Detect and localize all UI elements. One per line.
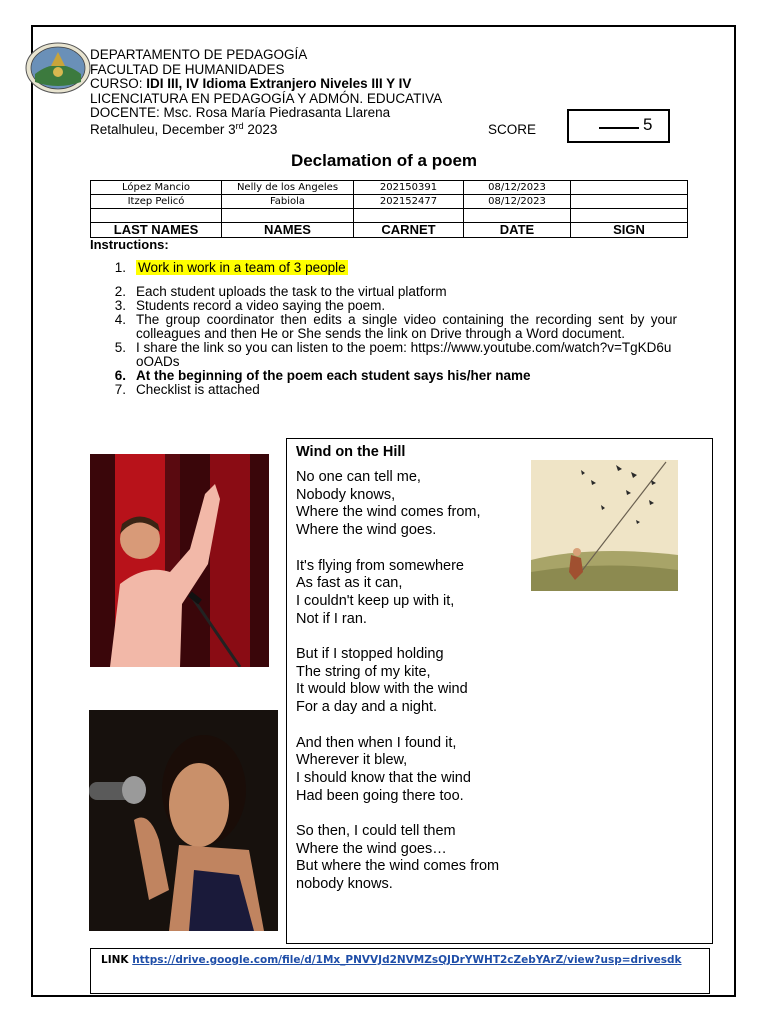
university-seal-logo — [25, 42, 91, 94]
date-text: Retalhuleu, December 3 — [90, 122, 236, 137]
teacher-line: DOCENTE: Msc. Rosa María Piedrasanta Llarena — [90, 105, 391, 120]
instruction-item — [110, 299, 677, 313]
students-table — [90, 180, 688, 238]
sign-cell — [571, 209, 688, 223]
score-value: 5 — [643, 115, 653, 134]
instruction-number: 2. — [114, 284, 126, 299]
name-cell — [222, 209, 354, 223]
table-row — [91, 181, 688, 195]
instruction-item — [110, 369, 677, 383]
poem-line: It would blow with the wind — [296, 681, 468, 698]
poem-line: Where the wind goes… — [296, 840, 447, 857]
instruction-text: Students record a video saying the poem. — [136, 298, 386, 313]
instruction-item — [110, 313, 677, 341]
faculty-line: FACULTAD DE HUMANIDADES — [90, 61, 285, 77]
poem-stanza — [296, 558, 499, 629]
date-cell: 08/12/2023 — [464, 181, 571, 195]
poem-line: Nobody knows, — [296, 486, 396, 503]
last-name-cell — [91, 209, 222, 223]
kite-illustration — [531, 460, 678, 591]
link-label: LINK — [101, 954, 133, 966]
date-line — [90, 122, 277, 137]
poem-line: Where the wind goes. — [296, 522, 437, 539]
last-name-cell: López Mancio — [91, 181, 222, 195]
header-date: DATE — [464, 223, 571, 238]
poem-title: Wind on the Hill — [296, 444, 406, 460]
instruction-number: 4. — [114, 312, 126, 327]
instruction-item — [110, 383, 677, 397]
poem-line: But if I stopped holding — [296, 646, 444, 662]
poem-line: Where the wind comes from, — [296, 504, 481, 521]
instruction-item — [110, 261, 677, 275]
poem-line: I couldn't keep up with it, — [296, 592, 455, 609]
department-line: DEPARTAMENTO DE PEDAGOGÍA — [90, 47, 308, 62]
instruction-item — [110, 341, 677, 369]
name-cell: Fabiola — [222, 195, 354, 209]
instruction-number: 5. — [114, 340, 126, 355]
score-label: SCORE — [488, 122, 537, 137]
score-dash — [599, 127, 639, 129]
last-name-cell: Itzep Pelicó — [91, 195, 222, 209]
date-cell — [464, 209, 571, 223]
date-cell: 08/12/2023 — [464, 195, 571, 209]
instruction-number: 6. — [114, 368, 126, 383]
poem-line: But where the wind comes from — [296, 858, 500, 875]
instruction-text: Checklist is attached — [136, 382, 260, 397]
instruction-text: Each student uploads the task to the virtual platform — [136, 284, 447, 299]
instruction-number: 1. — [114, 260, 126, 275]
instruction-text: I share the link so you can listen to the poem: https://www.youtube.com/watch?v=TgKD6uoOADs — [136, 340, 672, 369]
date-year: 2023 — [243, 122, 278, 137]
boy-declaiming-photo — [90, 454, 269, 667]
table-header-row — [91, 223, 688, 238]
score-box — [567, 109, 670, 143]
poem-stanza — [296, 646, 499, 717]
sign-cell — [571, 181, 688, 195]
girl-microphone-photo — [89, 710, 278, 931]
instructions-list — [110, 261, 677, 397]
page-title: Declamation of a poem — [290, 151, 478, 170]
instruction-item — [110, 285, 677, 299]
name-cell: Nelly de los Angeles — [222, 181, 354, 195]
sign-cell — [571, 195, 688, 209]
poem-line: I should know that the wind — [296, 769, 471, 786]
instruction-text-highlighted: Work in work in a team of 3 people — [138, 260, 346, 275]
carnet-cell: 202150391 — [354, 181, 464, 195]
drive-link[interactable]: https://drive.google.com/file/d/1Mx_PNVVJd2NVMZsQJDrYWHT2cZebYArZ/view?usp=drivesdk — [132, 954, 682, 966]
course-label: CURSO: — [90, 76, 147, 91]
poem-line: Wherever it blew, — [296, 752, 408, 769]
poem-line: So then, I could tell them — [296, 823, 456, 839]
poem-line: No one can tell me, — [296, 469, 421, 485]
poem-line: nobody knows. — [296, 876, 393, 893]
poem-body — [296, 469, 499, 912]
poem-line: It's flying from somewhere — [296, 557, 464, 574]
instruction-text: The group coordinator then edits a single video containing the recording sent by your colleagues and then He or She sends the link on Drive through a Word document. — [136, 312, 677, 341]
institution-header — [90, 48, 442, 121]
header-carnet: CARNET — [354, 223, 464, 238]
header-names: NAMES — [222, 223, 354, 238]
poem-line: Had been going there too. — [296, 787, 464, 804]
instructions-title: Instructions: — [90, 237, 169, 252]
carnet-cell — [354, 209, 464, 223]
poem-line: For a day and a night. — [296, 699, 438, 716]
course-line — [90, 77, 442, 92]
course-name: IDI III, IV Idioma Extranjero Niveles III Y IV — [146, 76, 412, 91]
link-box — [90, 948, 710, 994]
poem-line: The string of my kite, — [296, 663, 431, 680]
carnet-cell: 202152477 — [354, 195, 464, 209]
instruction-text: At the beginning of the poem each student says his/her name — [136, 368, 531, 383]
date-ordinal: rd — [235, 121, 244, 131]
instruction-number: 7. — [114, 382, 126, 397]
header-sign: SIGN — [571, 223, 688, 238]
poem-stanza — [296, 823, 499, 894]
table-row — [91, 195, 688, 209]
poem-line: As fast as it can, — [296, 575, 403, 592]
poem-line: And then when I found it, — [296, 734, 457, 751]
poem-stanza — [296, 469, 499, 540]
degree-line: LICENCIATURA EN PEDAGOGÍA Y ADMÓN. EDUCATIVA — [90, 90, 443, 106]
poem-line: Not if I ran. — [296, 610, 367, 627]
table-row — [91, 209, 688, 223]
instruction-number: 3. — [114, 298, 126, 313]
link-row — [101, 954, 682, 966]
header-last-names: LAST NAMES — [91, 223, 222, 238]
poem-stanza — [296, 735, 499, 806]
